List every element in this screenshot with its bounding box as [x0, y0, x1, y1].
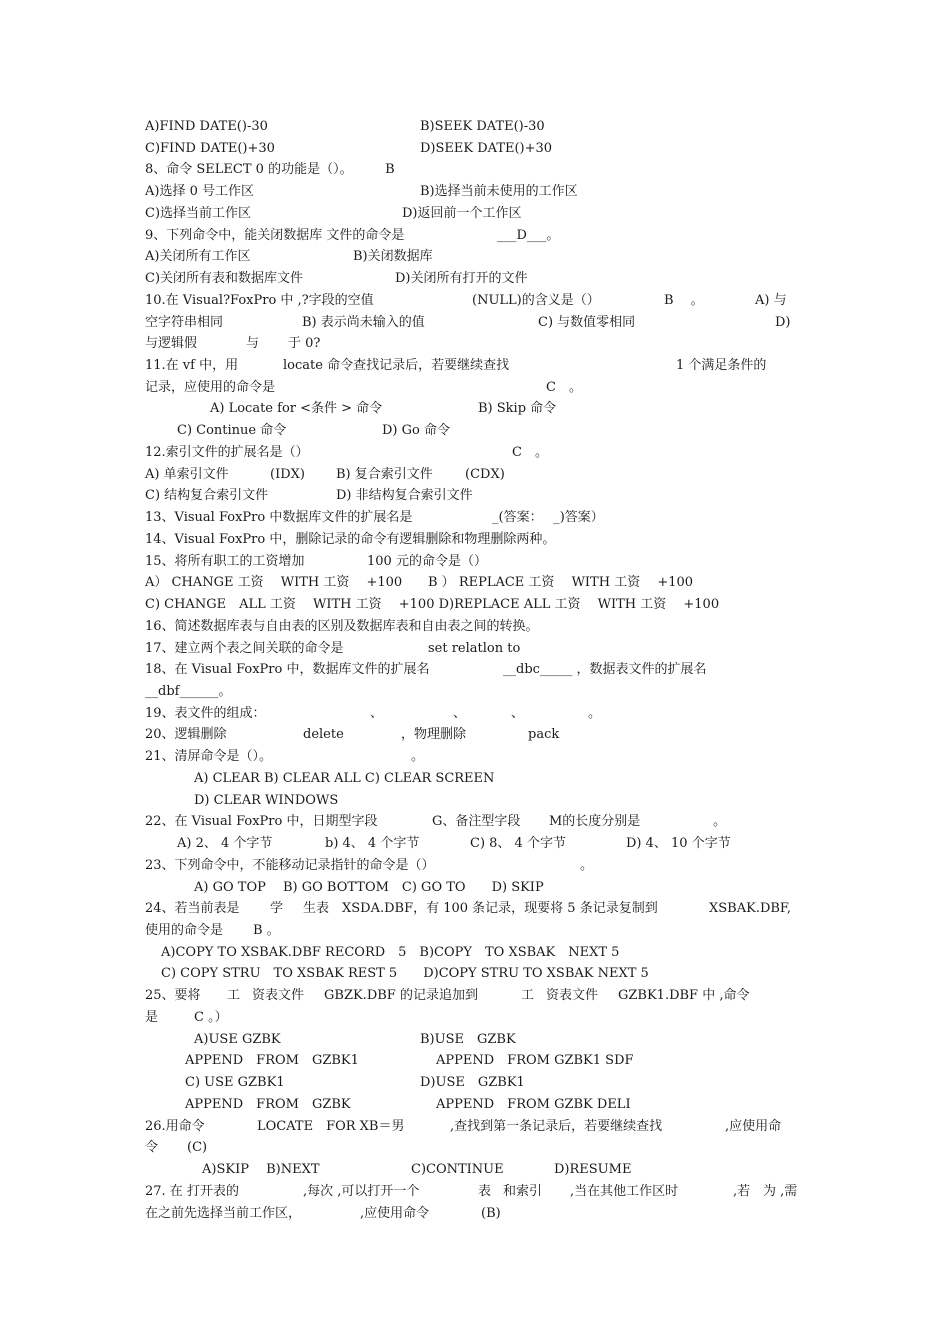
text-segment: 26.用命令	[145, 1119, 205, 1134]
text-segment: C)关闭所有表和数据库文件	[145, 271, 304, 286]
text-segment: A)USE GZBK	[194, 1032, 281, 1047]
text-segment: D)关闭所有打开的文件	[395, 271, 528, 286]
text-segment: __dbf______。	[145, 684, 232, 699]
text-segment: D) CLEAR WINDOWS	[194, 793, 339, 808]
text-segment: (IDX)	[270, 467, 305, 482]
text-segment: A) 与	[755, 293, 787, 308]
text-segment: 22、在 Visual FoxPro 中，日期型字段	[145, 814, 378, 829]
text-segment: 表	[478, 1184, 492, 1199]
text-segment: A) 单索引文件	[145, 467, 229, 482]
text-segment: 17、建立两个表之间关联的命令是	[145, 641, 344, 656]
text-segment: 13、Visual FoxPro 中数据库文件的扩展名是	[145, 510, 413, 525]
text-segment: APPEND FROM GZBK	[185, 1097, 351, 1112]
text-segment: 资表文件	[252, 988, 305, 1003]
text-segment: 是	[145, 1010, 159, 1025]
text-segment: 23、下列命令中，不能移动记录指针的命令是（）	[145, 858, 435, 873]
text-segment: 14、Visual FoxPro 中，删除记录的命令有逻辑删除和物理删除两种。	[145, 532, 556, 547]
text-segment: XSBAK.DBF,	[709, 901, 792, 916]
text-segment: 12.索引文件的扩展名是（）	[145, 445, 309, 460]
text-segment: APPEND FROM GZBK1 SDF	[436, 1053, 634, 1068]
text-segment: GZBK1.DBF 中 ,命令	[618, 988, 750, 1003]
text-segment: 于 0?	[288, 336, 321, 351]
text-segment: 24、若当前表是	[145, 901, 240, 916]
text-segment: A)选择 0 号工作区	[145, 184, 254, 199]
text-segment: (CDX)	[465, 467, 505, 482]
text-segment: A) Locate for <条件 > 命令	[210, 401, 383, 416]
text-segment: 21、清屏命令是（）。	[145, 749, 273, 764]
text-segment: 11.在 vf 中，用	[145, 358, 239, 373]
text-segment: ,应使用命令	[360, 1206, 430, 1221]
text-segment: 。	[580, 858, 594, 873]
text-segment: D)返回前一个工作区	[402, 206, 522, 221]
text-segment: ,查找到第一条记录后，若要继续查找	[450, 1119, 663, 1134]
text-segment: 27. 在 打开表的	[145, 1184, 239, 1199]
text-segment: 空字符串相同	[145, 315, 224, 330]
text-segment: 为 ,需	[763, 1184, 798, 1199]
text-segment: XSDA.DBF，有 100 条记录，现要将 5 条记录复制到	[342, 901, 658, 916]
text-segment: A)SKIP B)NEXT	[202, 1162, 320, 1177]
text-segment: C 。	[512, 445, 548, 460]
text-segment: (B)	[481, 1206, 501, 1221]
text-segment: b) 4、 4 个字节	[325, 836, 420, 851]
text-segment: ，物理删除	[401, 727, 467, 742]
text-segment: B)选择当前未使用的工作区	[420, 184, 578, 199]
text-segment: A) GO TOP B) GO BOTTOM C) GO TO D) SKIP	[194, 880, 544, 895]
text-segment: D)USE GZBK1	[420, 1075, 525, 1090]
text-segment: C) CHANGE ALL 工资 WITH 工资 +100 D)REPLACE ALL 工资 WITH 工资 +100	[145, 597, 720, 612]
text-segment: B) 复合索引文件	[336, 467, 433, 482]
text-segment: B) 表示尚未输入的值	[302, 315, 425, 330]
text-segment: D) 4、 10 个字节	[626, 836, 731, 851]
text-segment: 9、下列命令中，能关闭数据库 文件的命令是	[145, 228, 405, 243]
text-segment: M的长度分别是	[549, 814, 641, 829]
text-segment: A) 2、 4 个字节	[177, 836, 273, 851]
text-segment: A)关闭所有工作区	[145, 249, 251, 264]
text-segment: B) Skip 命令	[478, 401, 557, 416]
text-segment: C) 与数值零相同	[538, 315, 636, 330]
text-segment: 工	[227, 988, 241, 1003]
text-segment: D)	[775, 315, 791, 330]
text-segment: 16、简述数据库表与自由表的区别及数据库表和自由表之间的转换。	[145, 619, 539, 634]
text-segment: delete	[303, 727, 344, 742]
text-segment: 。	[588, 706, 602, 721]
text-segment: ___D___。	[497, 228, 560, 243]
text-segment: LOCATE FOR XB＝男	[257, 1119, 405, 1134]
text-segment: C) COPY STRU TO XSBAK REST 5 D)COPY STRU TO XSBAK NEXT 5	[161, 966, 649, 981]
text-segment: locate 命令查找记录后，若要继续查找	[283, 358, 510, 373]
text-segment: 10.在 Visual?FoxPro 中 ,?字段的空值	[145, 293, 374, 308]
text-segment: 19、表文件的组成：	[145, 706, 266, 721]
text-segment: 令	[145, 1140, 159, 1155]
text-segment: 20、逻辑删除	[145, 727, 227, 742]
text-segment: C)FIND DATE()+30	[145, 141, 275, 156]
text-segment: 。	[411, 749, 425, 764]
text-segment: pack	[528, 727, 560, 742]
text-segment: APPEND FROM GZBK1	[185, 1053, 359, 1068]
text-segment: B ） REPLACE 工资 WITH 工资 +100	[428, 575, 694, 590]
text-segment: 、	[511, 706, 525, 721]
text-segment: C) Continue 命令	[177, 423, 287, 438]
text-segment: C) USE GZBK1	[185, 1075, 285, 1090]
text-segment: B 。	[664, 293, 704, 308]
text-segment: 。	[713, 814, 727, 829]
text-segment: 工	[521, 988, 535, 1003]
text-segment: C)选择当前工作区	[145, 206, 252, 221]
text-segment: A)COPY TO XSBAK.DBF RECORD 5 B)COPY TO XSBAK NEXT 5	[161, 945, 620, 960]
text-segment: D) Go 命令	[382, 423, 450, 438]
text-segment: C) 结构复合索引文件	[145, 488, 269, 503]
text-segment: 18、在 Visual FoxPro 中，数据库文件的扩展名	[145, 662, 430, 677]
text-segment: ,应使用命	[725, 1119, 782, 1134]
text-segment: D)SEEK DATE()+30	[420, 141, 553, 156]
text-segment: C)CONTINUE	[411, 1162, 504, 1177]
text-segment: 与	[246, 336, 260, 351]
text-segment: (NULL)的含义是（）	[472, 293, 600, 308]
text-segment: C 。）	[194, 1010, 228, 1025]
text-segment: D)RESUME	[554, 1162, 632, 1177]
text-segment: 资表文件	[546, 988, 599, 1003]
text-segment: C 。	[546, 380, 582, 395]
text-segment: G、备注型字段	[432, 814, 521, 829]
text-segment: A)FIND DATE()-30	[145, 119, 268, 134]
text-segment: B)SEEK DATE()-30	[420, 119, 545, 134]
text-segment: D) 非结构复合索引文件	[336, 488, 473, 503]
text-segment: ,若	[733, 1184, 751, 1199]
text-segment: 生表	[303, 901, 330, 916]
text-segment: B 。	[253, 923, 280, 938]
text-segment: C) 8、 4 个字节	[470, 836, 566, 851]
text-segment: 在之前先选择当前工作区，	[145, 1206, 302, 1221]
text-segment: ,每次 ,可以打开一个	[303, 1184, 420, 1199]
text-segment: set relatlon to	[428, 641, 521, 656]
text-segment: 8、命令 SELECT 0 的功能是（）。 B	[145, 162, 395, 177]
text-segment: GBZK.DBF 的记录追加到	[324, 988, 478, 1003]
text-segment: A） CHANGE 工资 WITH 工资 +100	[145, 575, 403, 590]
text-segment: 、	[453, 706, 467, 721]
text-segment: APPEND FROM GZBK DELI	[436, 1097, 631, 1112]
text-segment: __dbc_____ ，数据表文件的扩展名	[503, 662, 707, 677]
text-segment: ,当在其他工作区时	[570, 1184, 679, 1199]
text-segment: 使用的命令是	[145, 923, 224, 938]
text-segment: 25、要将	[145, 988, 201, 1003]
text-segment: 100 元的命令是（）	[367, 554, 487, 569]
text-segment: 学	[270, 901, 284, 916]
text-segment: _(答案： _)答案）	[492, 510, 604, 525]
text-segment: 记录，应使用的命令是	[145, 380, 276, 395]
text-segment: B)USE GZBK	[420, 1032, 516, 1047]
text-segment: (C)	[187, 1140, 208, 1155]
text-segment: 与逻辑假	[145, 336, 198, 351]
text-segment: A) CLEAR B) CLEAR ALL C) CLEAR SCREEN	[194, 771, 495, 786]
text-segment: 和索引	[503, 1184, 543, 1199]
text-segment: B)关闭数据库	[353, 249, 433, 264]
text-segment: 1 个满足条件的	[676, 358, 767, 373]
text-segment: 、	[370, 706, 384, 721]
text-segment: 15、将所有职工的工资增加	[145, 554, 305, 569]
